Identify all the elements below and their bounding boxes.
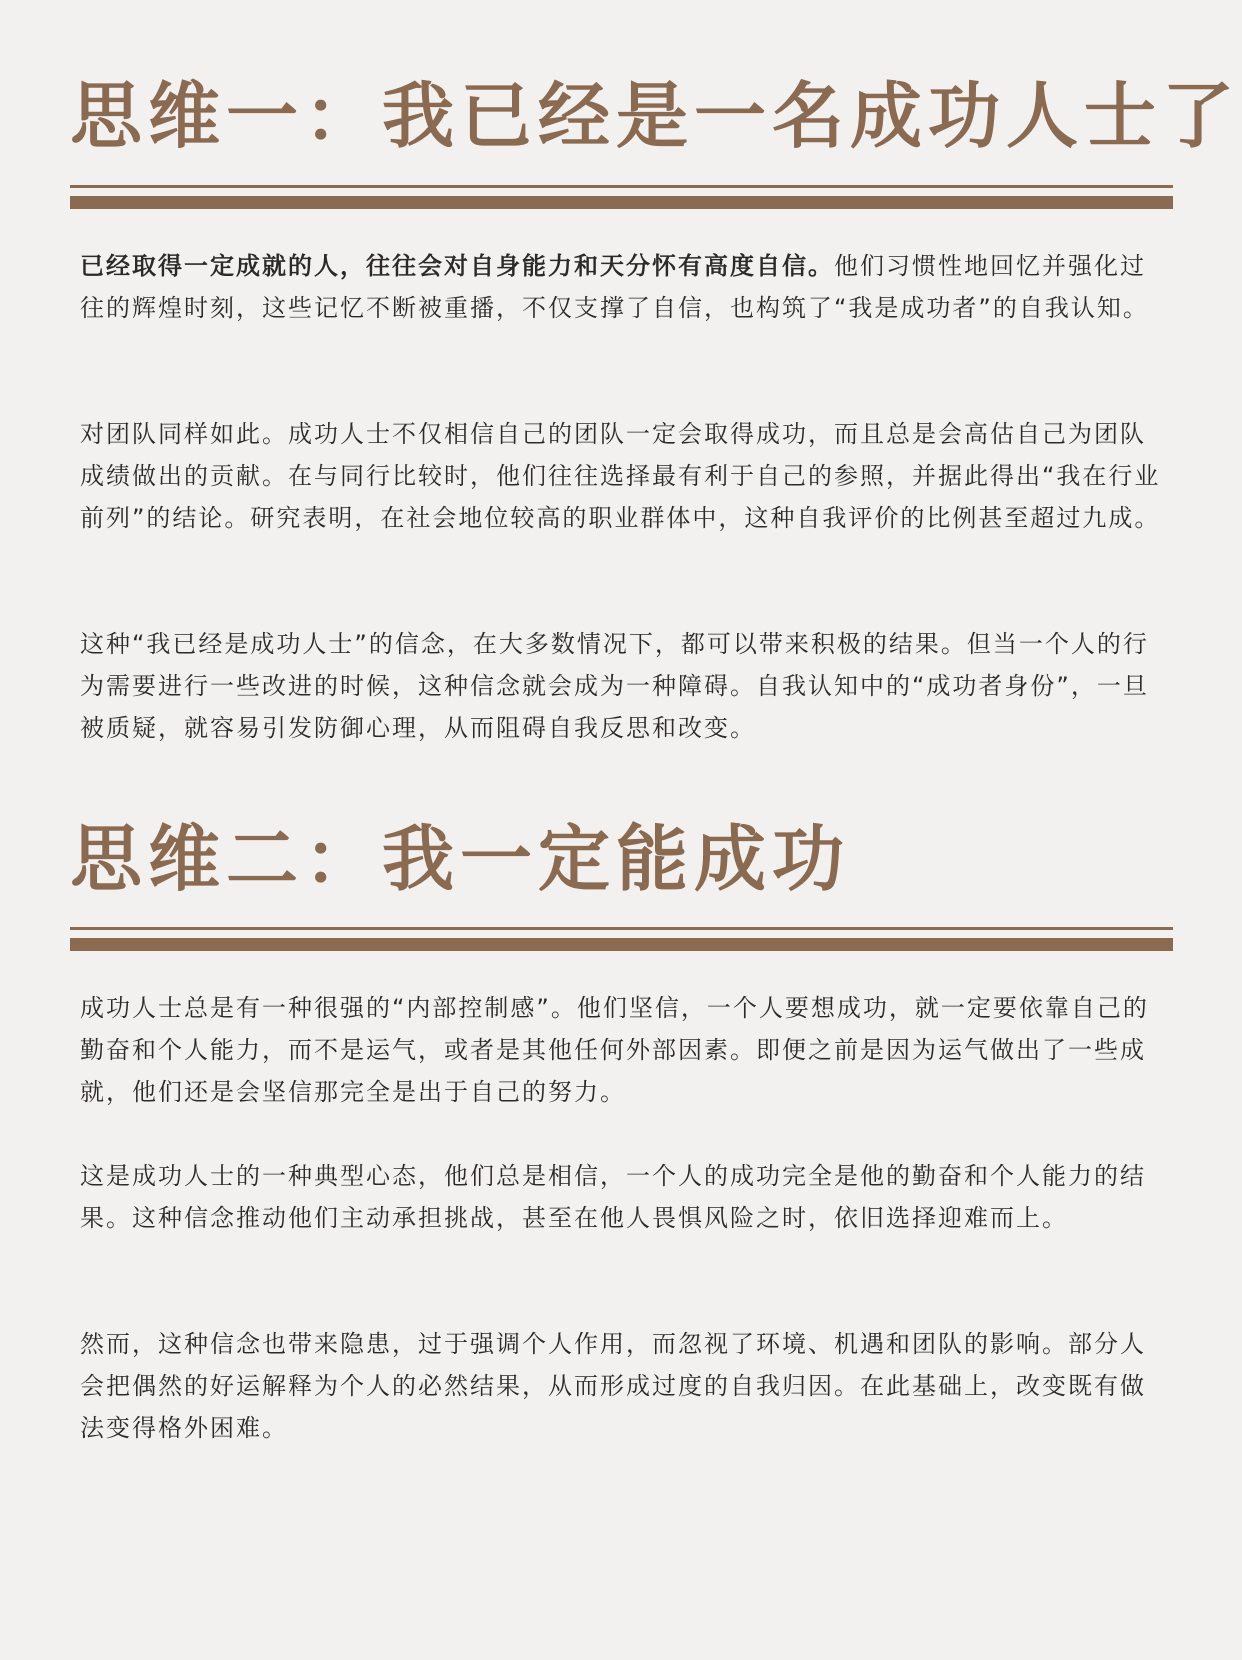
section1-rule-thin [70, 185, 1173, 188]
section2-title: 思维二：我一定能成功 [70, 817, 851, 901]
section1-paragraph-1-rest: 他们习惯性地回忆并强化过往的辉煌时刻，这些记忆不断被重播，不仅支撑了自信，也构筑了“我是成功者”的自我认知。 [80, 252, 1149, 322]
section2-paragraph-3: 然而，这种信念也带来隐患，过于强调个人作用，而忽视了环境、机遇和团队的影响。部分人会把偶然的好运解释为个人的必然结果，从而形成过度的自我归因。在此基础上，改变既有做法变得格外困难。 [80, 1330, 1146, 1442]
section1-title: 思维一：我已经是一名成功人士了 [70, 74, 1241, 158]
section2-paragraph-2: 这是成功人士的一种典型心态，他们总是相信，一个人的成功完全是他的勤奋和个人能力的结果。这种信念推动他们主动承担挑战，甚至在他人畏惧风险之时，依旧选择迎难而上。 [80, 1162, 1146, 1232]
section2-rule-thick [70, 938, 1173, 951]
section1-paragraph-2: 对团队同样如此。成功人士不仅相信自己的团队一定会取得成功，而且总是会高估自己为团队成绩做出的贡献。在与同行比较时，他们往往选择最有利于自己的参照，并据此得出“我在行业前列”的结论。研究表明，在社会地位较高的职业群体中，这种自我评价的比例甚至超过九成。 [80, 420, 1161, 532]
section1-paragraph-1 [80, 245, 1170, 329]
section2-paragraph-1: 成功人士总是有一种很强的“内部控制感”。他们坚信，一个人要想成功，就一定要依靠自己的勤奋和个人能力，而不是运气，或者是其他任何外部因素。即便之前是因为运气做出了一些成就，他们还是会坚信那完全是出于自己的努力。 [80, 994, 1149, 1106]
section2-rule-thin [70, 927, 1173, 930]
section1-paragraph-3: 这种“我已经是成功人士”的信念，在大多数情况下，都可以带来积极的结果。但当一个人的行为需要进行一些改进的时候，这种信念就会成为一种障碍。自我认知中的“成功者身份”，一旦被质疑，就容易引发防御心理，从而阻碍自我反思和改变。 [80, 630, 1149, 742]
section1-paragraph-1-bold: 已经取得一定成就的人，往往会对自身能力和天分怀有高度自信。 [80, 252, 834, 280]
section1-rule-thick [70, 196, 1173, 209]
